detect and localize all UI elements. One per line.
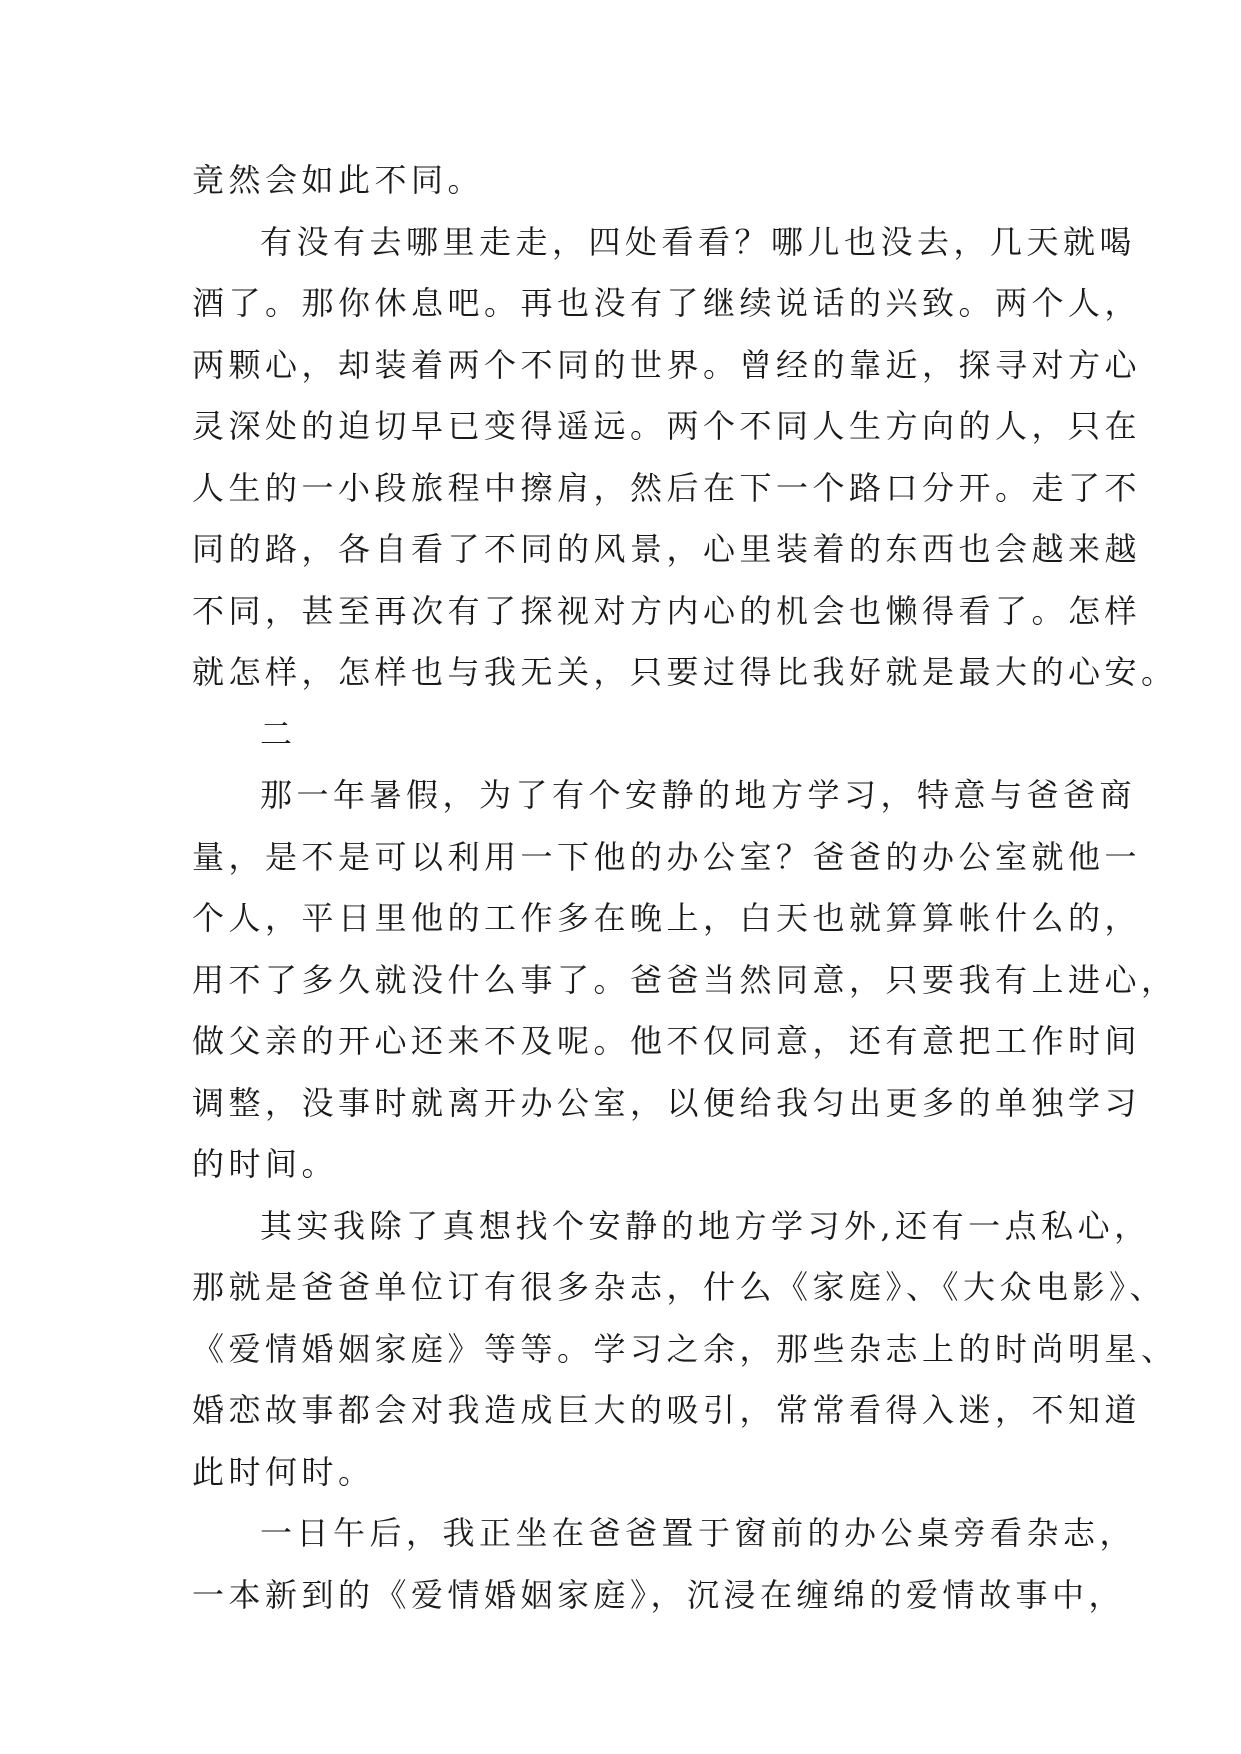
text-line: 竟然会如此不同。	[192, 161, 485, 199]
section-heading: 二	[260, 714, 297, 753]
text-line: 同的路，各自看了不同的风景，心里装着的东西也会越来越	[192, 530, 1142, 568]
text-line: 婚恋故事都会对我造成巨大的吸引，常常看得入迷，不知道	[192, 1391, 1142, 1429]
body-text	[192, 150, 1178, 1626]
text-line: 一日午后，我正坐在爸爸置于窗前的办公桌旁看杂志，	[260, 1514, 1137, 1552]
text-line: 酒了。那你休息吧。再也没有了继续说话的兴致。两个人，	[192, 284, 1142, 322]
text-line: 的时间。	[192, 1145, 339, 1183]
text-line: 此时何时。	[192, 1452, 375, 1491]
text-line: 不同，甚至再次有了探视对方内心的机会也懒得看了。怎样	[192, 591, 1142, 630]
text-line: 用不了多久就没什么事了。爸爸当然同意，只要我有上进心，	[192, 960, 1178, 999]
text-line: 那一年暑假，为了有个安静的地方学习，特意与爸爸商	[260, 776, 1137, 814]
text-line: 两颗心，却装着两个不同的世界。曾经的靠近，探寻对方心	[192, 345, 1142, 384]
text-line: 量，是不是可以利用一下他的办公室？爸爸的办公室就他一	[192, 837, 1142, 876]
text-line: 其实我除了真想找个安静的地方学习外,还有一点私心，	[260, 1206, 1151, 1245]
text-line: 调整，没事时就离开办公室，以便给我匀出更多的单独学习	[192, 1083, 1142, 1122]
text-line: 就怎样，怎样也与我无关，只要过得比我好就是最大的心安。	[192, 653, 1178, 691]
text-line: 一本新到的《爱情婚姻家庭》，沉浸在缠绵的爱情故事中，	[192, 1575, 1126, 1614]
text-line: 人生的一小段旅程中擦肩，然后在下一个路口分开。走了不	[192, 468, 1142, 507]
text-line: 做父亲的开心还来不及呢。他不仅同意，还有意把工作时间	[192, 1022, 1142, 1060]
text-line: 个人，平日里他的工作多在晚上，白天也就算算帐什么的，	[192, 899, 1142, 937]
text-line: 那就是爸爸单位订有很多杂志，什么《家庭》、《大众电影》、	[192, 1268, 1167, 1306]
text-line: 有没有去哪里走走，四处看看？哪儿也没去，几天就喝	[260, 222, 1137, 261]
text-line: 《爱情婚姻家庭》等等。学习之余，那些杂志上的时尚明星、	[192, 1329, 1178, 1368]
text-line: 灵深处的迫切早已变得遥远。两个不同人生方向的人，只在	[192, 407, 1142, 445]
